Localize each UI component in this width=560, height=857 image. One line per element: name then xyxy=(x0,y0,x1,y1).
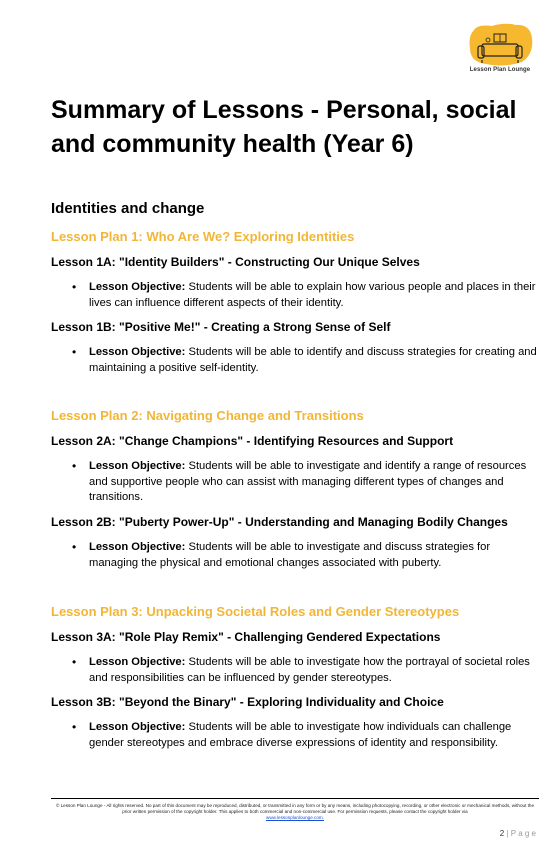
lesson-3a-objective xyxy=(89,655,539,686)
objective-label: Lesson Objective: xyxy=(89,541,186,553)
page-number xyxy=(500,829,536,838)
lesson-3a-title: Lesson 3A: "Role Play Remix" - Challenging Gendered Expectations xyxy=(51,630,441,644)
objective-text: Students will be able to investigate and identify a range of resources and supportive people who can assist with managing different types of changes and transitions. xyxy=(89,460,527,503)
section-title: Identities and change xyxy=(51,200,205,217)
page-number-value: 2 xyxy=(499,829,505,838)
objective-text: Students will be able to identify and discuss strategies for creating and maintaining a positive self-identity. xyxy=(89,346,537,374)
bullet-icon: • xyxy=(72,655,77,669)
objective-text: Students will be able to explain how various people and places in their lives can influence different aspects of their identity. xyxy=(89,281,536,309)
bullet-icon: • xyxy=(72,345,77,359)
lesson-2a-title: Lesson 2A: "Change Champions" - Identifying Resources and Support xyxy=(51,434,454,448)
sofa-icon xyxy=(464,22,536,68)
objective-label: Lesson Objective: xyxy=(89,346,186,358)
logo-text: Lesson Plan Lounge xyxy=(469,67,531,73)
objective-text: Students will be able to investigate and discuss strategies for managing the physical and emotional changes associated with puberty. xyxy=(89,541,491,569)
footer-divider xyxy=(51,798,539,799)
copyright-text: © Lesson Plan Lounge - All rights reserved. No part of this document may be reproduced, distributed, or transmitted in any form or by any means, including photocopying, recording, or other electronic or mechanical methods, without the prior written permission of the copyright holder. This applies to both commercial and non-commercial use. For permission requests, please contact the copyright holder via xyxy=(55,803,535,815)
objective-label: Lesson Objective: xyxy=(89,281,186,293)
objective-label: Lesson Objective: xyxy=(89,721,186,733)
bullet-icon: • xyxy=(72,459,77,473)
objective-text: Students will be able to investigate how individuals can challenge gender stereotypes and embrace diverse expressions of identity and responsibility. xyxy=(89,721,512,749)
lesson-2b-objective xyxy=(89,540,539,571)
objective-label: Lesson Objective: xyxy=(89,656,186,668)
lesson-3b-objective xyxy=(89,720,539,751)
lesson-1b-objective xyxy=(89,345,539,376)
lesson-1a-objective xyxy=(89,280,539,311)
lesson-3b-title: Lesson 3B: "Beyond the Binary" - Exploring Individuality and Choice xyxy=(51,695,444,709)
page-title: Summary of Lessons - Personal, social and community health (Year 6) xyxy=(51,96,517,158)
bullet-icon: • xyxy=(72,280,77,294)
bullet-icon: • xyxy=(72,540,77,554)
objective-text: Students will be able to investigate how the portrayal of societal roles and responsibilities can be influenced by gender stereotypes. xyxy=(89,656,530,684)
objective-label: Lesson Objective: xyxy=(89,460,186,472)
lesson-plan-3-title: Lesson Plan 3: Unpacking Societal Roles and Gender Stereotypes xyxy=(51,604,460,619)
lesson-plan-lounge-logo xyxy=(464,22,536,78)
lesson-2b-title: Lesson 2B: "Puberty Power-Up" - Understanding and Managing Bodily Changes xyxy=(51,515,508,529)
lesson-plan-2-title: Lesson Plan 2: Navigating Change and Transitions xyxy=(51,408,364,423)
lesson-1b-title: Lesson 1B: "Positive Me!" - Creating a Strong Sense of Self xyxy=(51,320,391,334)
lesson-1a-title: Lesson 1A: "Identity Builders" - Constructing Our Unique Selves xyxy=(51,255,420,269)
copyright-notice xyxy=(51,803,539,822)
page-separator: | xyxy=(506,829,509,838)
lesson-plan-1-title: Lesson Plan 1: Who Are We? Exploring Identities xyxy=(51,229,355,244)
website-link[interactable]: www.lessonplanlounge.com. xyxy=(266,815,324,821)
page-label: P a g e xyxy=(510,829,536,838)
bullet-icon: • xyxy=(72,720,77,734)
lesson-2a-objective xyxy=(89,459,539,506)
